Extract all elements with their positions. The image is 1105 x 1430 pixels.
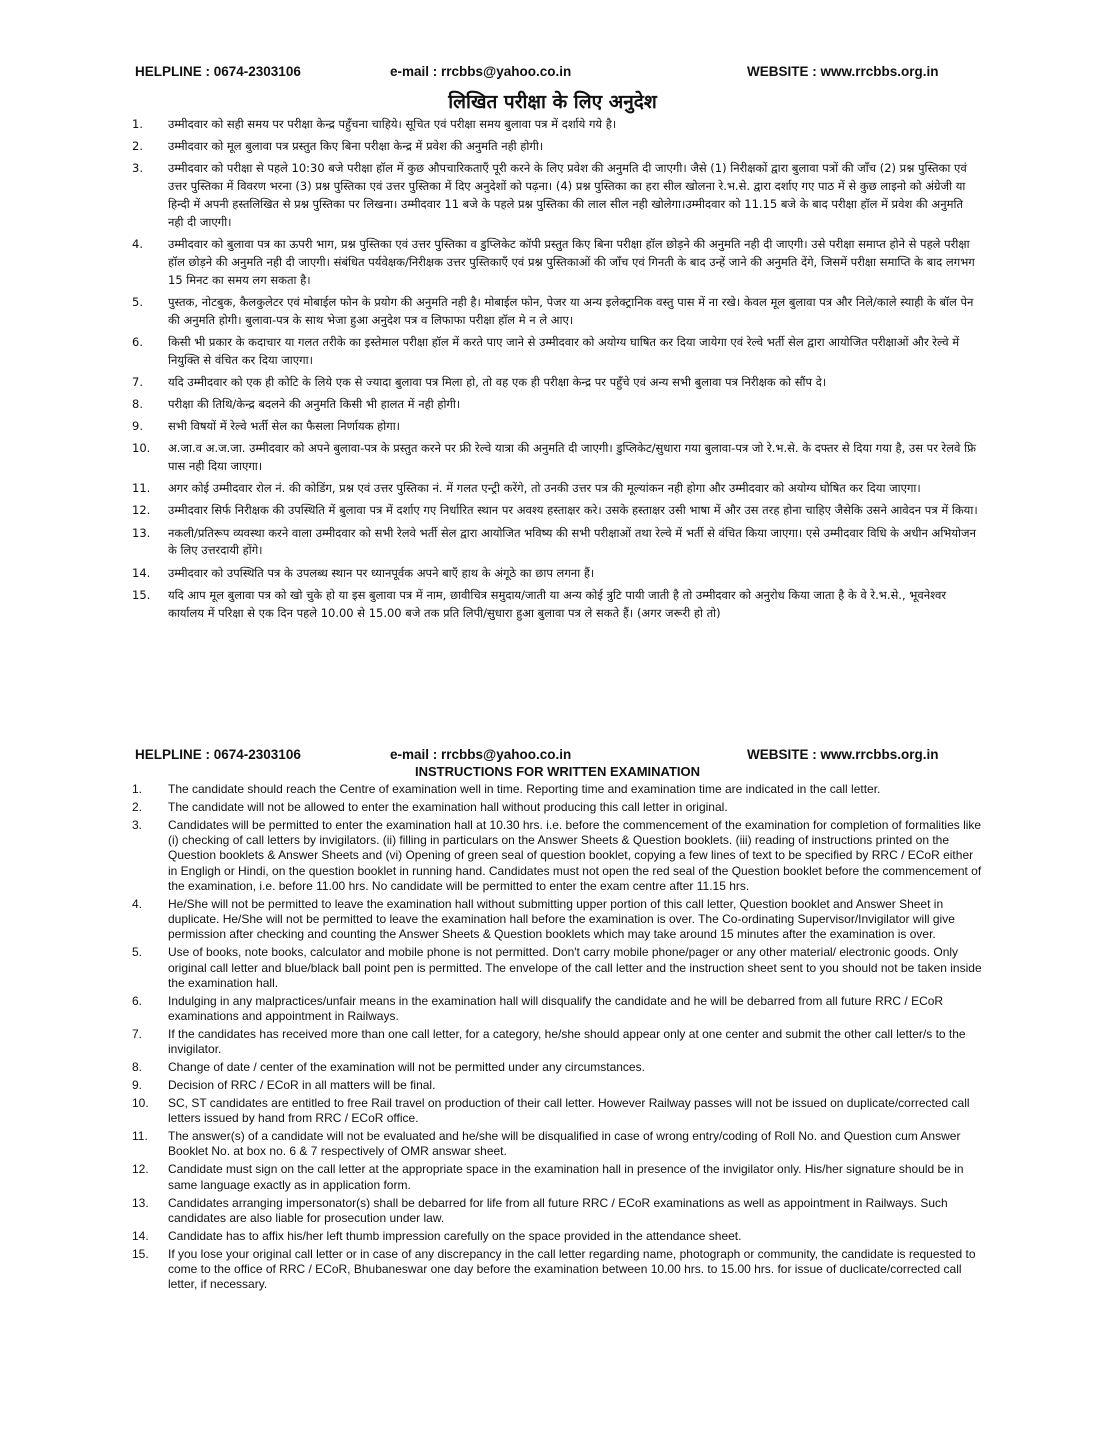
instruction-item — [132, 334, 982, 370]
instruction-item — [132, 160, 982, 231]
instruction-number: 10. — [132, 441, 151, 456]
instruction-text: उम्मीदवार को परीक्षा से पहले 10:30 बजे परीक्षा हॉल में कुछ औपचारिकताएँ पूरी करने के लिए प्रवेश की अनुमति दी जाएगी। जैसे (1) निरीक्षकों द्वारा बुलावा पत्रों की जाँच (2) प्रश्न पुस्तिका एवं उत्तर पुस्तिका में विवरण भरना (3) प्रश्न पुस्तिका एवं उत्तर पुस्तिका में दिए अनुदेशों को पढ़ना। (4) प्रश्न पुस्तिका का हरा सील खोलना रे.भ.से. द्वारा दर्शाए गए पाठ में से कुछ लाइनो को अंग्रेजी या हिन्दी में अपनी हस्तलिखित से प्रश्न पुस्तिका पर लिखना। उम्मीदवार 11 बजे के पहले प्रश्न पुस्तिका की लाल सील नही खोलेगा।उम्मीदवार को 11.15 बजे के बाद परीक्षा हॉल में प्रवेश की अनुमति नही दी जाएगी। — [168, 161, 967, 229]
instruction-item — [132, 502, 982, 520]
instruction-number: 1. — [132, 782, 143, 796]
instruction-text: उम्मीदवार को बुलावा पत्र का ऊपरी भाग, प्रश्न पुस्तिका एवं उत्तर पुस्तिका व डुप्लिकेट कॉपी प्रस्तुत किए बिना परीक्षा हॉल छोड़ने की अनुमति नही दी जाएगी। उसे परीक्षा समाप्त होने से पहले परीक्षा हॉल छोड़ने की अनुमति नही दी जाएगी। संबंधित पर्यवेक्षक/निरीक्षक उत्तर पुस्तिकाएँ एवं प्रश्न पुस्तिकाओं की जाँच एवं गिनती के बाद उन्हें जाने की अनुमति देंगे, जिसमें परीक्षा समाप्ति के बाद लगभग 15 मिनट का समय लग सकता है। — [168, 236, 975, 287]
instruction-text: पुस्तक, नोटबुक, कैलकुलेटर एवं मोबाईल फोन के प्रयोग की अनुमति नही है। मोबाईल फोन, पेजर या अन्य इलेक्ट्रानिक वस्तु पास में ना रखे। केवल मूल बुलावा पत्र और निले/काले स्याही के बॉल पेन की अनुमति होगी। बुलावा-पत्र के साथ भेजा हुआ अनुदेश पत्र व लिफाफा परीक्षा हॉल मे न ले आए। — [168, 294, 974, 327]
instruction-number: 7. — [132, 374, 143, 389]
instruction-number: 5. — [132, 945, 143, 960]
instruction-number: 4. — [132, 896, 143, 911]
instruction-number: 12. — [132, 1162, 149, 1177]
instruction-number: 4. — [132, 236, 143, 251]
hindi-instructions-list — [132, 116, 982, 627]
instruction-item — [132, 1129, 982, 1160]
email-text: e-mail : rrcbbs@yahoo.co.in — [390, 64, 572, 79]
instruction-text: Candidate must sign on the call letter at the appropriate space in the examination hall in presence of the invigilator only. His/her signature should be in same language exactly as in application form. — [168, 1162, 964, 1192]
instruction-text: यदि उम्मीदवार को एक ही कोटि के लिये एक से ज्यादा बुलावा पत्र मिला हो, तो वह एक ही परीक्षा केन्द्र पर पहुँचे एवं अन्य सभी बुलावा पत्र निरीक्षक को सौंप दे। — [168, 374, 827, 389]
instruction-item — [132, 440, 982, 476]
instruction-item — [132, 1196, 982, 1227]
instruction-number: 14. — [132, 1228, 149, 1243]
instruction-item — [132, 1247, 982, 1293]
instruction-text: The candidate should reach the Centre of examination well in time. Reporting time and examination time are indicated in the call letter. — [168, 782, 881, 796]
instruction-number: 3. — [132, 161, 143, 176]
instruction-text: उम्मीदवार को सही समय पर परीक्षा केन्द्र पहुँचना चाहिये। सूचित एवं परीक्षा समय बुलावा पत्र में दर्शाये गये है। — [168, 117, 617, 131]
instruction-number: 6. — [132, 993, 143, 1008]
instruction-text: किसी भी प्रकार के कदाचार या गलत तरीके का इस्तेमाल परीक्षा हॉल में करते पाए जाने से उम्मीदवार को अयोग्य घाषित कर दिया जायेगा एवं रेल्वे भर्ती सेल द्वारा आयोजित परीक्षाओं और रेल्वे में नियुक्ति से वंचित कर दिया जाएगा। — [168, 334, 960, 367]
instruction-item — [132, 994, 982, 1025]
instruction-number: 9. — [132, 1078, 143, 1093]
instruction-text: उम्मीदवार को मूल बुलावा पत्र प्रस्तुत किए बिना परीक्षा केन्द्र में प्रवेश की अनुमति नही होगी। — [168, 139, 544, 154]
instruction-item — [132, 782, 982, 797]
instruction-text: Decision of RRC / ECoR in all matters will be final. — [168, 1078, 436, 1093]
instruction-text: The answer(s) of a candidate will not be evaluated and he/she will be disqualified in case of wrong entry/coding of Roll No. and Question cum Answer Booklet No. at box no. 6 & 7 respectively of OMR answar sheet. — [168, 1129, 961, 1159]
instruction-text: He/She will not be permitted to leave the examination hall without submitting upper portion of this call letter, Question booklet and Answer Sheet in duplicate. He/She will not be permitted to leave the examination hall before the examination is over. The Co-ordinating Supervisor/Invigilator will give permission after checking and counting the Answer Sheets & Question booklets which may take around 15 minutes after the examination is over. — [168, 896, 955, 942]
instruction-item — [132, 945, 982, 991]
instruction-item — [132, 374, 982, 392]
instruction-item — [132, 236, 982, 289]
website-text: WEBSITE : www.rrcbbs.org.in — [747, 64, 939, 79]
helpline-text: HELPLINE : 0674-2303106 — [135, 64, 301, 79]
hindi-title: लिखित परीक्षा के लिए अनुदेश — [448, 91, 657, 113]
english-instructions-list — [132, 782, 982, 1295]
instruction-text: Candidates arranging impersonator(s) shall be debarred for life from all future RRC / ECoR examinations as well as appointment in Railways. Such candidates are also liable for prosecution under law. — [168, 1195, 948, 1225]
instruction-text: Candidates will be permitted to enter the examination hall at 10.30 hrs. i.e. before the commencement of the examination for completion of formalities like (i) checking of call letters by invigilators. (ii) filling in particulars on the Answer Sheets & Question booklets. (iii) reading of instructions printed on the Question booklets & Answer Sheets and (vi) Opening of green seal of question booklet, copying a few lines of text to be specified by RRC / ECoR either in Engligh or Hindi, on the question booklet in running hand. Candidates must not open the red seal of the Question booklet before the commencement of the examination, i.e. before 11.00 hrs. No candidate will be permitted to enter the exam centre after 11.15 hrs. — [168, 817, 982, 893]
instruction-item — [132, 1027, 982, 1058]
instruction-text: Indulging in any malpractices/unfair means in the examination hall will disqualify the candidate and he will be debarred from all future RRC / ECoR examinations and appointment in Railways. — [168, 993, 944, 1024]
instruction-item — [132, 1229, 982, 1244]
instruction-text: अ.जा.व अ.ज.जा. उम्मीदवार को अपने बुलावा-पत्र के प्रस्तुत करने पर फ्री रेल्वे यात्रा की अनुमति दी जाएगी। डुप्लिकेट/सुधारा गया बुलावा-पत्र जो रे.भ.से. के दफ्तर से दिया गया है, उस पर रेलवे फ्रि पास नही दिया जाएगा। — [168, 441, 976, 474]
instruction-text: यदि आप मूल बुलावा पत्र को खो चुके हो या इस बुलावा पत्र में नाम, छावीचित्र समुदाय/जाती या अन्य कोई त्रुटि पायी जाती है तो उम्मीदवार को अनुरोध किया जाता है के वे रे.भ.से., भूवनेश्वर कार्यालय में परिक्षा से एक दिन पहले 10.00 से 15.00 बजे तक प्रति लिपी/सुधारा हुआ बुलावा पत्र ले सकते हैं। (अगर जरूरी हो तो) — [168, 587, 947, 620]
instruction-item — [132, 587, 982, 623]
instruction-text: नकली/प्रतिरूप व्यवस्था करने वाला उम्मीदवार को सभी रेलवे भर्ती सेल द्वारा आयोजित भविष्य की सभी परीक्षाओं तथा रेल्वे में भर्ती से वंचित किया जाएगा। एसे उम्मीदवार विधि के अधीन अभियोजन के लिए उत्तरदायी होंगे। — [168, 525, 976, 558]
email-text: e-mail : rrcbbs@yahoo.co.in — [390, 747, 572, 762]
instruction-text: परीक्षा की तिथि/केन्द्र बदलने की अनुमति किसी भी हालत में नही होगी। — [168, 396, 461, 411]
instruction-number: 5. — [132, 294, 143, 309]
instruction-number: 10. — [132, 1095, 149, 1110]
instruction-item — [132, 565, 982, 583]
instruction-item — [132, 1096, 982, 1127]
instruction-number: 6. — [132, 334, 143, 349]
instruction-item — [132, 138, 982, 156]
instruction-item — [132, 525, 982, 561]
instruction-text: उम्मीदवार सिर्फ निरीक्षक की उपस्थिति में बुलावा पत्र में दर्शाए गए निर्धारित स्थान पर अवश्य हस्ताक्षर करे। उसके हस्ताक्षर उसी भाषा में और उस तरह होना चाहिए जैसेकि उसने आवेदन पत्र में किया। — [168, 503, 978, 518]
instruction-number: 15. — [132, 1246, 149, 1261]
instruction-number: 9. — [132, 419, 143, 434]
instruction-number: 13. — [132, 525, 151, 540]
instruction-number: 11. — [132, 481, 151, 496]
instruction-number: 7. — [132, 1027, 143, 1042]
instruction-number: 14. — [132, 565, 151, 580]
instruction-number: 13. — [132, 1195, 149, 1210]
helpline-text: HELPLINE : 0674-2303106 — [135, 747, 301, 762]
instruction-number: 15. — [132, 587, 151, 602]
website-text: WEBSITE : www.rrcbbs.org.in — [747, 747, 939, 762]
instruction-text: If the candidates has received more than one call letter, for a category, he/she should appear only at one center and submit the other call letter/s to the invigilator. — [168, 1027, 966, 1057]
instruction-item — [132, 294, 982, 330]
english-title: INSTRUCTIONS FOR WRITTEN EXAMINATION — [414, 764, 701, 779]
instruction-item — [132, 1060, 982, 1075]
instruction-number: 12. — [132, 503, 151, 518]
instruction-item — [132, 480, 982, 498]
instruction-item — [132, 897, 982, 943]
instruction-number: 2. — [132, 139, 143, 154]
instruction-text: If you lose your original call letter or in case of any discrepancy in the call letter regarding name, photograph or community, the candidate is requested to come to the office of RRC / ECoR, Bhubaneswar one day before the examination between 10.00 hrs. to 15.00 hrs. for issue of duclicate/corrected call letter, if necessary. — [168, 1246, 976, 1292]
instruction-number: 8. — [132, 396, 143, 411]
instruction-text: Change of date / center of the examination will not be permitted under any circumstances. — [168, 1060, 645, 1075]
instruction-number: 2. — [132, 799, 143, 814]
instruction-number: 11. — [132, 1129, 148, 1144]
instruction-number: 8. — [132, 1060, 143, 1075]
instruction-text: Use of books, note books, calculator and mobile phone is not permitted. Don't carry mobile phone/pager or any other material/ electronic goods. Only original call letter and blue/black ball point pen is permitted. The envelope of the call letter and the instruction sheet sent to you should not be taken inside the examination hall. — [168, 945, 982, 990]
instruction-number: 1. — [132, 117, 143, 131]
instruction-text: सभी विषयों में रेल्वे भर्ती सेल का फैसला निर्णायक होगा। — [168, 419, 401, 434]
instruction-text: अगर कोई उम्मीदवार रोल नं. की कोडिंग, प्रश्न एवं उत्तर पुस्तिका नं. में गलत एन्ट्री करेंगे, तो उनकी उत्तर पत्र की मूल्यांकन नही होगा और उम्मीदवार को अयोग्य घोषित कर दिया जाएगा। — [168, 481, 921, 496]
instruction-item — [132, 818, 982, 894]
instruction-text: SC, ST candidates are entitled to free Rail travel on production of their call letter. However Railway passes will not be issued on duplicate/corrected call letters issued by hand from RRC / ECoR office. — [168, 1095, 970, 1126]
instruction-item — [132, 418, 982, 436]
instruction-number: 3. — [132, 817, 143, 832]
instruction-item — [132, 116, 982, 134]
instruction-text: Candidate has to affix his/her left thumb impression carefully on the space provided in the attendance sheet. — [168, 1228, 742, 1243]
instruction-text: उम्मीदवार को उपस्थिति पत्र के उपलब्ध स्थान पर ध्यानपूर्वक अपने बाएँ हाथ के अंगूठे का छाप लगना हैं। — [168, 565, 595, 580]
instruction-text: The candidate will not be allowed to enter the examination hall without producing this call letter in original. — [168, 799, 728, 814]
instruction-item — [132, 800, 982, 815]
instruction-item — [132, 1078, 982, 1093]
instruction-item — [132, 1162, 982, 1193]
instruction-item — [132, 396, 982, 414]
